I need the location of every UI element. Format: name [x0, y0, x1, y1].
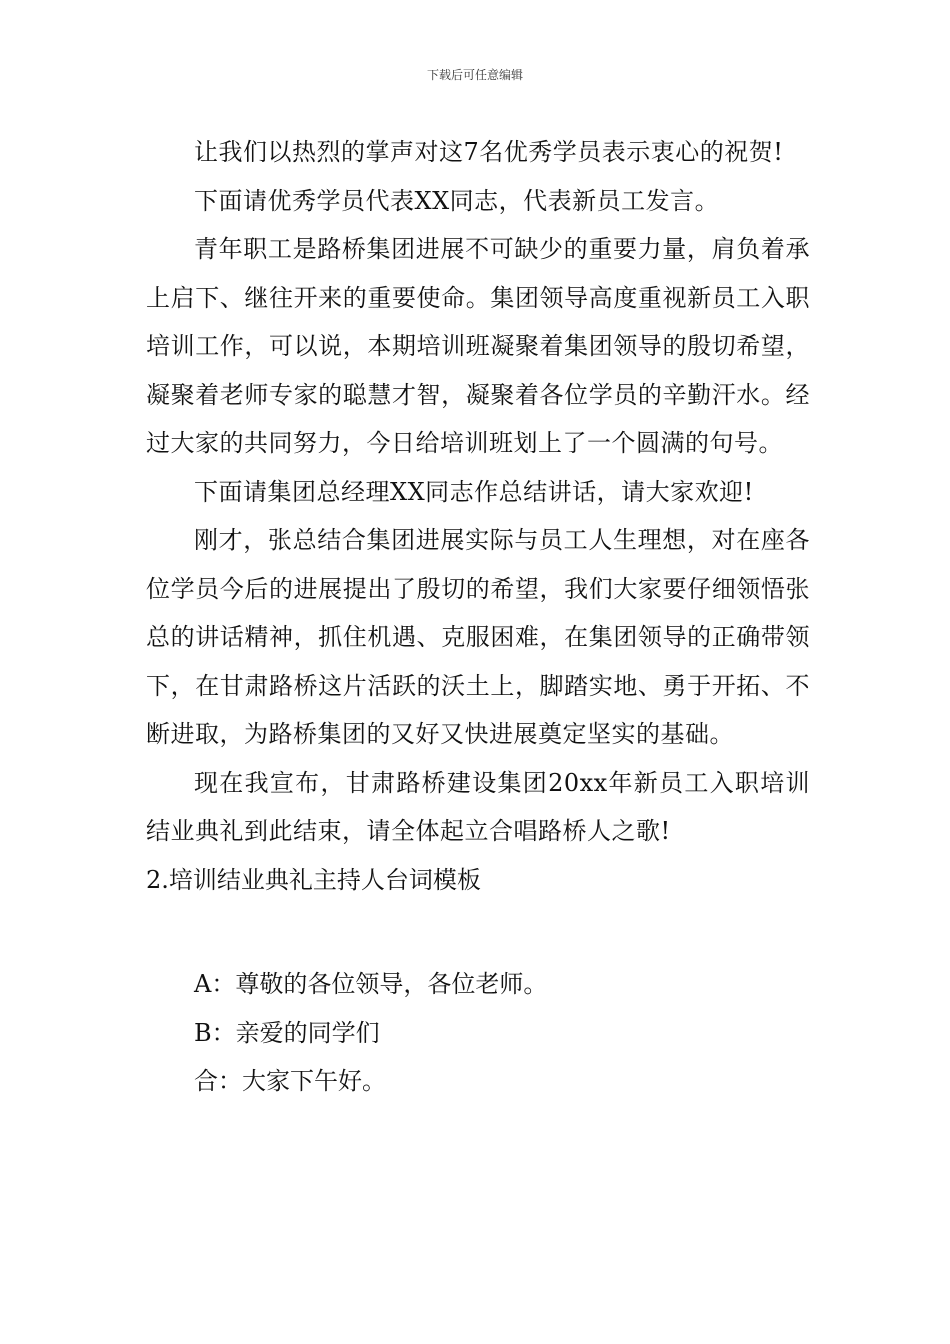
section-heading: 2.培训结业典礼主持人台词模板: [146, 865, 481, 894]
paragraph-young-workers: 青年职工是路桥集团进展不可缺少的重要力量，肩负着承上启下、继往开来的重要使命。集团领导高度重视新员工入职培训工作，可以说，本期培训班凝聚着集团领导的殷切希望，凝聚着老师专家的聪慧才智，凝聚着各位学员的辛勤汗水。经过大家的共同努力，今日给培训班划上了一个圆满的句号。: [146, 235, 810, 457]
paragraph-general-manager: 下面请集团总经理XX同志作总结讲话，请大家欢迎!: [194, 477, 754, 506]
paragraph-student-speech: 下面请优秀学员代表XX同志，代表新员工发言。: [194, 186, 720, 215]
dialogue-line-a: A：尊敬的各位领导，各位老师。: [194, 970, 548, 998]
dialogue-line-together: 合：大家下午好。: [194, 1067, 386, 1095]
paragraph-closing-announcement: 现在我宣布，甘肃路桥建设集团20xx年新员工入职培训结业典礼到此结束，请全体起立合唱路桥人之歌!: [146, 768, 810, 845]
dialogue-line-b: B：亲爱的同学们: [194, 1018, 380, 1047]
page-header: 下载后可任意编辑: [426, 68, 523, 82]
paragraph-summary-remarks: 刚才，张总结合集团进展实际与员工人生理想，对在座各位学员今后的进展提出了殷切的希望，我们大家要仔细领悟张总的讲话精神，抓住机遇、克服困难，在集团领导的正确带领下，在甘肃路桥这片活跃的沃土上，脚踏实地、勇于开拓、不断进取，为路桥集团的又好又快进展奠定坚实的基础。: [146, 526, 810, 748]
section-spacer: [146, 904, 810, 960]
document-body: [146, 128, 810, 1106]
paragraph-congratulations: 让我们以热烈的掌声对这7名优秀学员表示衷心的祝贺!: [194, 138, 784, 166]
